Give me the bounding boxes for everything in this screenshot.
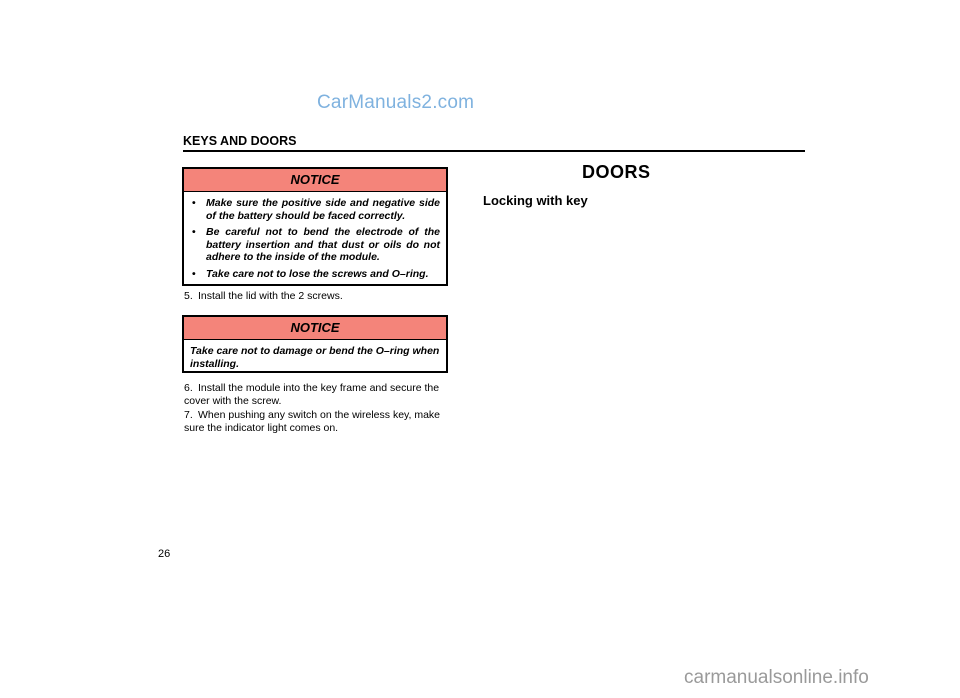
notice-title: NOTICE: [184, 169, 446, 192]
watermark-bottom[interactable]: carmanualsonline.info: [684, 667, 869, 688]
header-rule: [183, 150, 805, 152]
doors-title: DOORS: [582, 162, 651, 182]
step-5-text: 5. Install the lid with the 2 screws.: [184, 290, 343, 302]
bullet-icon: •: [192, 197, 196, 209]
notice-box-2: [182, 315, 448, 373]
notice-item: [190, 268, 440, 281]
section-header: KEYS AND DOORS: [183, 134, 297, 148]
notice-item-text: Be careful not to bend the electrode of the battery insertion and that dust or oils do not adhere to the inside of the module.: [206, 226, 440, 263]
bullet-icon: •: [192, 226, 196, 238]
step-6-text: 6. Install the module into the key frame and secure the cover with the screw.: [184, 382, 440, 407]
notice-text: Take care not to damage or bend the O–ring when installing.: [190, 345, 440, 370]
step-7-text: 7. When pushing any switch on the wireless key, make sure the indicator light comes on.: [184, 409, 441, 434]
notice-box-1: [182, 167, 448, 286]
watermark-top[interactable]: CarManuals2.com: [317, 92, 475, 113]
notice-list: [184, 192, 446, 280]
notice-item-text: Take care not to lose the screws and O–ring.: [206, 267, 429, 280]
notice-item: [190, 226, 440, 264]
notice-item: [190, 197, 440, 222]
page-number: 26: [158, 548, 171, 560]
bullet-icon: •: [192, 267, 196, 280]
notice-item-text: Make sure the positive side and negative side of the battery should be faced correctly.: [206, 197, 440, 222]
locking-with-key-heading: Locking with key: [483, 193, 588, 208]
notice-title: NOTICE: [184, 317, 446, 340]
